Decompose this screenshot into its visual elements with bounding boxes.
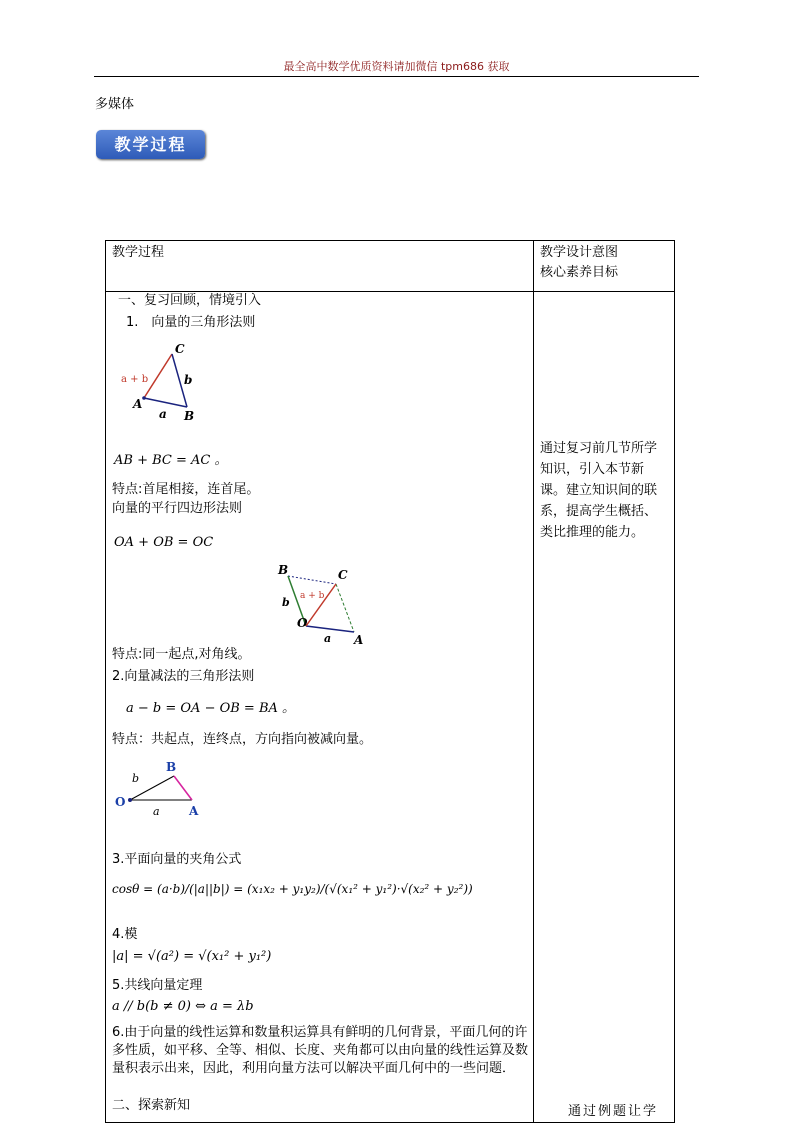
parallelogram-rule-diagram [268,564,378,649]
edge-BC [288,576,336,584]
process-cell [106,292,534,1123]
feature3-text: 特点：共起点，连终点，方向指向被减向量。 [112,732,373,747]
label-A: A [133,397,143,411]
equation-triangle: AB + BC = AC 。 [114,453,228,468]
col2-header-cell [534,241,675,292]
item1-title: 1. 向量的三角形法则 [126,315,256,330]
label-O: O [115,795,126,809]
item2-title: 2.向量减法的三角形法则 [112,669,255,684]
equation-subtraction: a − b = OA − OB = BA 。 [126,701,296,716]
equation-collinear: a // b(b ≠ 0) ⇔ a = λb [112,999,254,1014]
triangle-rule-diagram [114,340,224,425]
edge-CA [336,584,354,632]
col2-header-line1: 教学设计意图 [540,245,619,260]
intent-text-2: 通过例题让学 [568,1104,659,1119]
equation-magnitude: |a| = √(a²) = √(x₁² + y₁²) [112,949,272,964]
label-a: a [324,632,332,645]
vector-a [144,398,187,407]
label-a: a [159,407,167,421]
label-b: b [132,772,140,785]
label-O: O [297,616,308,630]
item4-title: 4.模 [112,927,138,942]
col1-header: 教学过程 [112,245,165,260]
label-C: C [338,568,348,582]
vector-a-plus-b [144,354,172,398]
header-rule [94,76,699,77]
point-A [142,396,146,400]
intent-cell [534,292,675,1123]
feature1-text: 特点:首尾相接，连首尾。 [112,482,260,497]
intent-text-1: 通过复习前几节所学知识，引入本节新课。建立知识间的联系，提高学生概括、类比推理的能力。 [540,441,658,540]
label-b: b [282,596,290,609]
equation-parallelogram: OA + OB = OC [114,535,214,550]
section-badge: 教学过程 [96,130,205,159]
lesson-table [105,240,675,1123]
col2-header-line2: 核心素养目标 [540,265,619,280]
label-A: A [189,804,199,818]
media-label: 多媒体 [95,97,135,112]
col1-header-cell [106,241,534,292]
vector-BA [174,776,192,800]
label-B: B [166,760,177,774]
page-header: 最全高中数学优质资料请加微信 tpm686 获取 [283,60,510,73]
section2-title: 二、探索新知 [112,1098,191,1113]
section1-title: 一、复习回顾，情境引入 [118,293,262,308]
label-B: B [184,409,195,423]
label-a-plus-b: a + b [300,591,325,601]
point-O [128,798,132,802]
item3-title: 3.平面向量的夹角公式 [112,852,242,867]
label-B: B [278,564,289,577]
label-b: b [184,373,193,387]
item6-paragraph: 6.由于向量的线性运算和数量积运算具有鲜明的几何背景，平面几何的许多性质，如平移、全等、相似、长度、夹角都可以由向量的线性运算及数量积表示出来，因此，利用向量方法可以解决平面几何中的一些问题． [112,1025,529,1076]
label-A: A [354,633,364,647]
subtraction-rule-diagram [112,757,222,822]
feature2-text: 特点:同一起点,对角线。 [112,647,251,662]
item-parallel-title: 向量的平行四边形法则 [112,501,243,516]
label-a-plus-b: a + b [121,374,149,385]
label-C: C [175,342,185,356]
equation-angle: cosθ = (a·b)/(|a||b|) = (x₁x₂ + y₁y₂)/(√(x₁² + y₁²)·√(x₂² + y₂²)) [112,882,473,896]
item5-title: 5.共线向量定理 [112,978,203,993]
label-a: a [153,805,160,818]
